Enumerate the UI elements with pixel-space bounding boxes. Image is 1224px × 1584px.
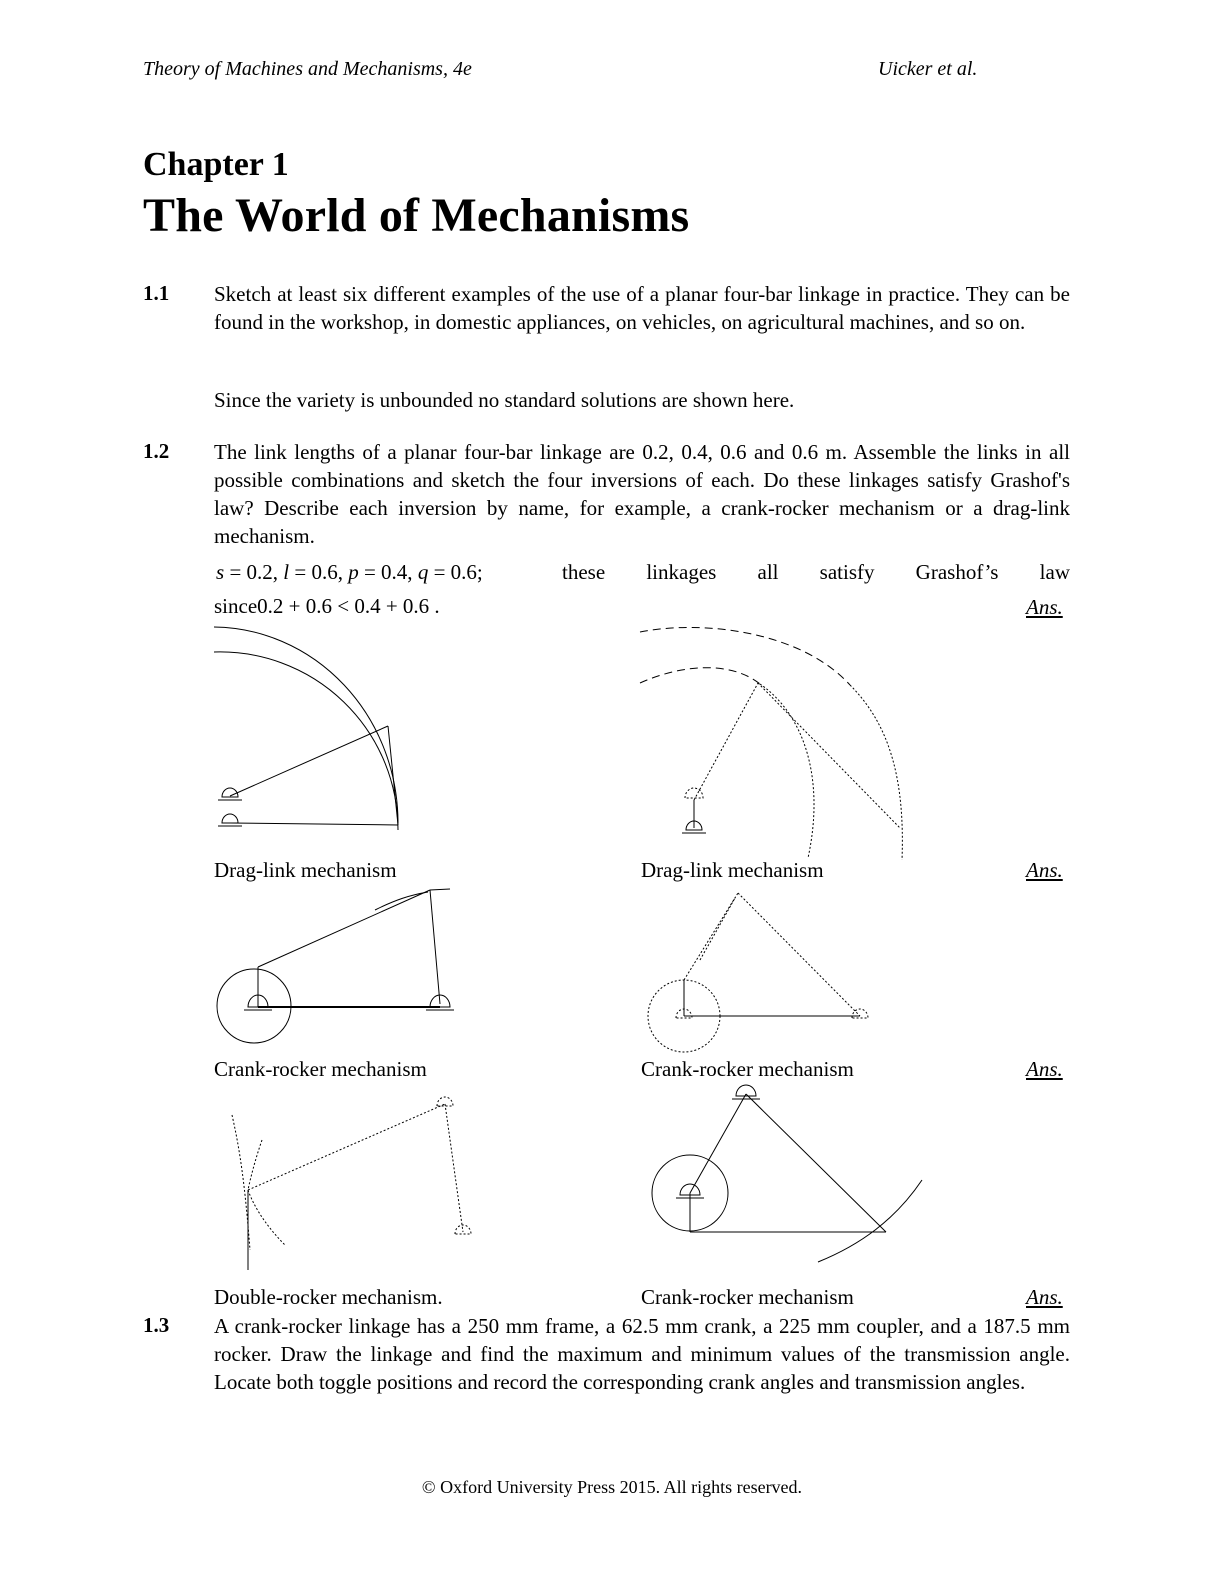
caption-row3-left: Double-rocker mechanism.	[214, 1285, 443, 1309]
problem-text-1-3: A crank-rocker linkage has a 250 mm frame, a 62.5 mm crank, a 225 mm coupler, and a 187.5 mm rocker. Draw the linkage and find the maximum and minimum values of the transmission angle. Locate both toggle positions and record the corresponding crank angles and transmission angles.	[214, 1314, 1070, 1394]
caption-row2-right: Crank-rocker mechanism	[641, 1057, 854, 1081]
caption-row2-left: Crank-rocker mechanism	[214, 1057, 427, 1081]
problem-answer-1-1: Since the variety is unbounded no standard solutions are shown here.	[214, 388, 795, 412]
caption-row1-left: Drag-link mechanism	[214, 858, 397, 882]
figure-double-rocker-left	[232, 1097, 471, 1270]
copyright-footer: © Oxford University Press 2015. All rights reserved.	[421, 1477, 803, 1497]
problem-text-1-2: The link lengths of a planar four-bar linkage are 0.2, 0.4, 0.6 and 0.6 m. Assemble the links in all possible combinations and sketch the four inversions of each. Do these linkages satisfy Grashof's law? Describe each inversion by name, for example, a crank-rocker mechanism or a drag-link mechanism.	[214, 440, 1070, 548]
problem-text-1-1: Sketch at least six different examples of the use of a planar four-bar linkage in practice. They can be found in the workshop, in domestic appliances, on vehicles, on agricultural machines, and so on.	[214, 282, 1070, 334]
solution-math-1: s = 0.2, l = 0.6, p = 0.4, q = 0.6;	[216, 560, 483, 584]
figure-crank-rocker-right	[648, 893, 868, 1052]
ans-label-row1: Ans.	[1026, 858, 1063, 882]
solution-since: since	[214, 594, 258, 618]
ans-label-solution: Ans.	[1026, 595, 1063, 619]
caption-row3-right: Crank-rocker mechanism	[641, 1285, 854, 1309]
problem-number-1-1: 1.1	[143, 281, 170, 305]
problem-number-1-2: 1.2	[143, 439, 170, 463]
authors: Uicker et al.	[878, 58, 978, 80]
book-title: Theory of Machines and Mechanisms, 4e	[143, 58, 472, 80]
figure-crank-rocker-left	[217, 889, 454, 1043]
ans-label-row3: Ans.	[1026, 1285, 1063, 1309]
chapter-label: Chapter 1	[143, 146, 289, 183]
caption-row1-right: Drag-link mechanism	[641, 858, 824, 882]
figure-crank-rocker-bottom	[652, 1085, 922, 1262]
figure-drag-link-right	[640, 627, 902, 860]
figure-drag-link-left	[214, 627, 398, 830]
solution-line-2: since0.2 + 0.6 < 0.4 + 0.6 .	[214, 594, 440, 618]
solution-text-1: these linkages all satisfy Grashof’s law	[562, 560, 1070, 584]
ans-label-row2: Ans.	[1026, 1057, 1063, 1081]
problem-number-1-3: 1.3	[143, 1313, 170, 1337]
chapter-title: The World of Mechanisms	[143, 189, 690, 242]
